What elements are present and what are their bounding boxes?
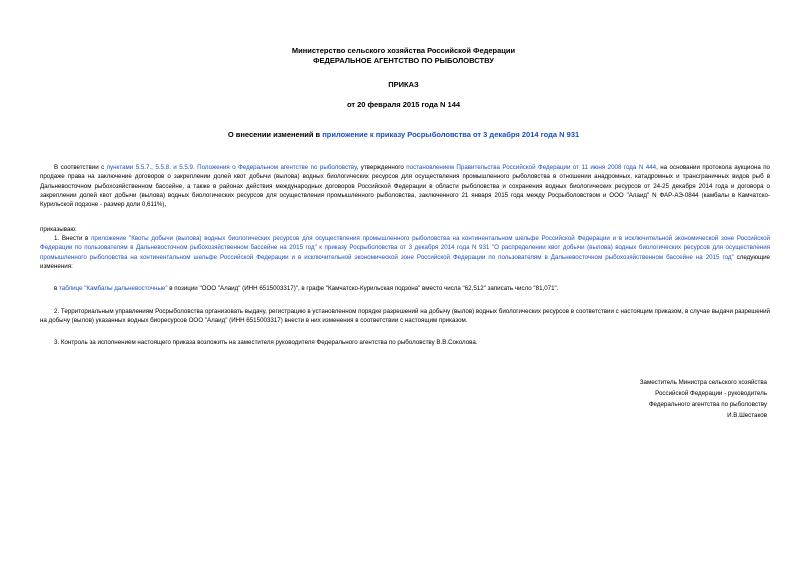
doc-title <box>0 130 807 139</box>
item-1-text-1: 1. Внести в <box>54 235 92 242</box>
signature-block <box>507 377 767 421</box>
item-1-sub-text-1: в <box>54 285 60 292</box>
item-1-paragraph <box>40 234 770 271</box>
doc-title-prefix: О внесении изменений в <box>227 130 323 139</box>
doc-title-link[interactable]: приложение к приказу Росрыболовства от 3 декабря 2014 года N 931 <box>322 130 580 139</box>
signature-line-2: Российской Федерации - руководитель <box>655 390 767 397</box>
agency-heading: ФЕДЕРАЛЬНОЕ АГЕНТСТВО ПО РЫБОЛОВСТВУ <box>313 56 494 65</box>
item-1-sub-link-table[interactable]: таблице "Камбалы дальневосточные" <box>59 285 168 292</box>
preamble-text-3: , на основании протокола аукциона по продаже права на заключение договоров о закреплении долей квот добычи (вылова) водных биологических ресурсов для осуществления промышленного рыболовства в отношении анадромных, катадромных и трансграничных видов рыб в Дальневосточном рыбохозяйственном бассейне, а также в районах действия международных договоров Российской Федерации в области рыболовства и сохранения водных биологических ресурсов от 24-25 декабря 2014 года и договора о закреплении долей квот добычи (вылова) водных биологических ресурсов для осуществления промышленного рыболовства, заключенного 21 января 2015 года между Росрыболовством и ООО "Алаид" N ФАР-АЭ-0844 (камбалы в Камчатско-Курильской подзоне - размер доли 0,611%), <box>40 164 771 209</box>
preamble-link-regulation[interactable]: пунктами 5.5.7., 5.5.8. и 5.5.9. Положения о Федеральном агентстве по рыболовству <box>106 164 357 171</box>
ministry-heading: Министерство сельского хозяйства Российской Федерации <box>291 46 516 55</box>
doc-type-heading: ПРИКАЗ <box>388 80 419 89</box>
item-1-text-2: следующие изменения: <box>40 253 770 270</box>
signature-line-1: Заместитель Министра сельского хозяйства <box>639 379 767 386</box>
signature-line-3: Федерального агентства по рыболовству <box>648 401 767 408</box>
item-1-sub-paragraph <box>40 284 770 293</box>
item-1-sub-text-2: в позиции "ООО "Алаид" (ИНН 6515003317)", в графе "Камчатско-Курильская подзона" вместо числа "62,512" записать число "81,071". <box>167 285 559 292</box>
preamble-text-2: , утвержденного <box>356 164 407 171</box>
item-3-paragraph: 3. Контроль за исполнением настоящего приказа возложить на заместителя руководителя Федерального агентства по рыболовству В.В.Соколова. <box>54 339 478 346</box>
preamble-paragraph <box>40 163 770 209</box>
item-1-link-appendix[interactable]: приложение "Квоты добычи (вылова) водных биологических ресурсов для осуществления промышленного рыболовства на континентальном шельфе Российской Федерации и в исключительной экономической зоне Российской Федерации по пользователям в Дальневосточном рыбохозяйственном бассейне на 2015 год" к приказу Росрыболовства от 3 декабря 2014 года N 931 "О распределении квот добычи (вылова) водных биологических ресурсов для осуществления промышленного рыболовства на континентальном шельфе Российской Федерации и в исключительной экономической зоне Российской Федерации по пользователям в Дальневосточном рыбохозяйственном бассейне на 2015 год" <box>40 235 770 261</box>
doc-date-heading: от 20 февраля 2015 года N 144 <box>346 100 461 109</box>
signature-name: И.В.Шестаков <box>727 412 767 419</box>
order-word: приказываю: <box>40 226 77 233</box>
preamble-text-1: В соответствии с <box>54 164 107 171</box>
item-2-paragraph: 2. Территориальным управлениям Росрыболовства организовать выдачу, регистрацию в установленном порядке разрешений на добычу (вылов) водных биологических ресурсов в соответствии с настоящим приказом, в случае выдачи разрешений на добычу (вылов) указанных водных биоресурсов ООО "Алаид" (ИНН 6515003317) внести в них изменения в соответствии с настоящим приказом. <box>40 308 770 325</box>
preamble-link-decree[interactable]: постановлением Правительства Российской Федерации от 11 июня 2008 года N 444 <box>406 164 657 171</box>
